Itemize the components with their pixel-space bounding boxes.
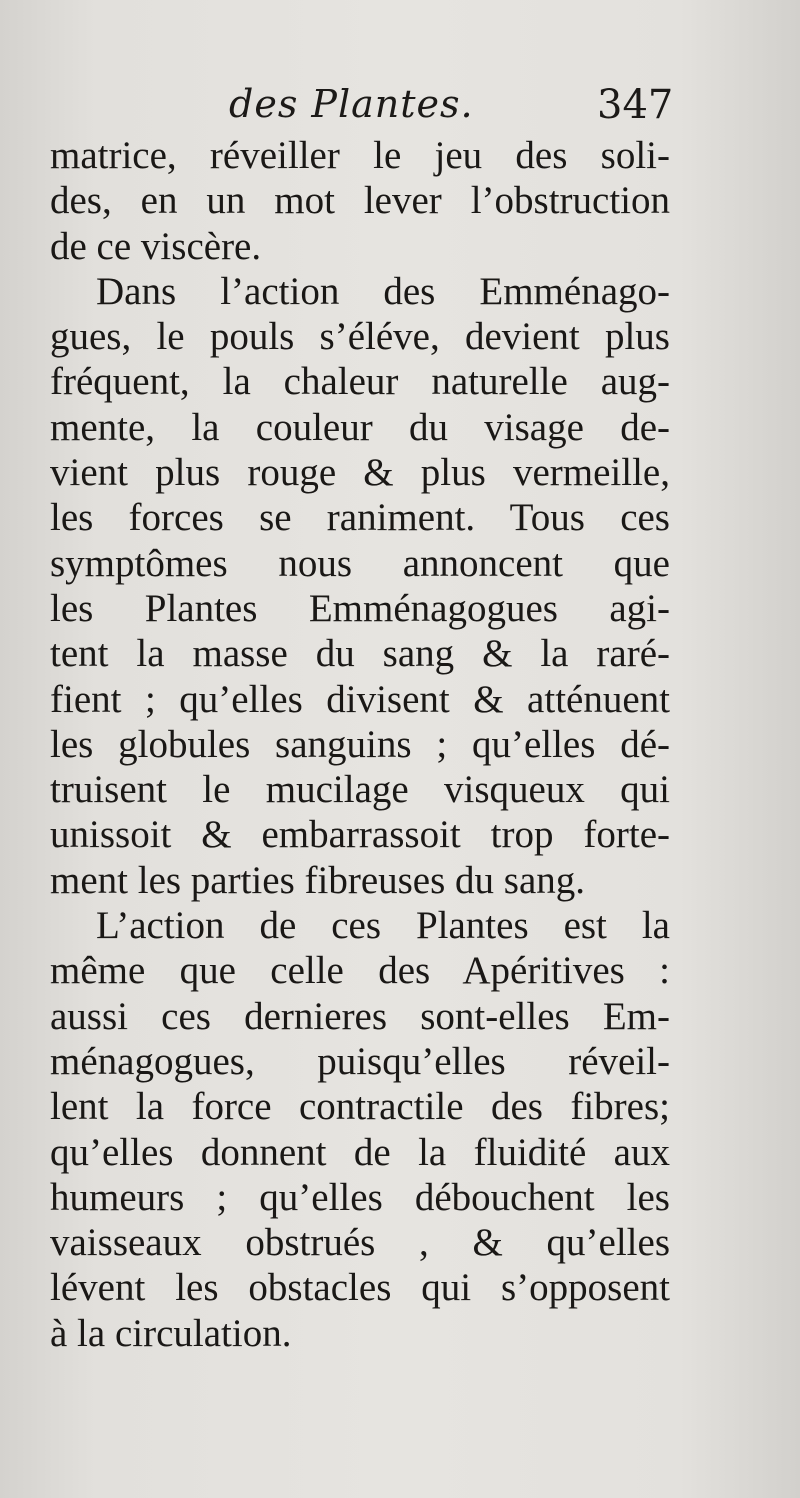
text-line: qu’elles donnent de la fluidité aux <box>50 1130 670 1174</box>
text-line: lent la force contractile des fibres; <box>50 1085 670 1129</box>
text-line: ment les parties fibreuses du sang. <box>50 858 586 902</box>
text-line: les Plantes Emménagogues agi- <box>50 586 670 630</box>
text-line: les forces se raniment. Tous ces <box>50 496 670 540</box>
text-line: de ce viscère. <box>50 224 262 268</box>
text-line: même que celle des Apéritives : <box>50 949 670 993</box>
text-line: mente, la couleur du visage de- <box>50 405 670 449</box>
text-line: fréquent, la chaleur naturelle aug- <box>50 360 670 404</box>
text-line: L’action de ces Plantes est la <box>96 904 670 948</box>
text-line: ménagogues, puisqu’elles réveil- <box>50 1039 670 1083</box>
text-line: matrice, réveiller le jeu des soli- <box>50 134 670 177</box>
text-line: vient plus rouge & plus vermeille, <box>50 451 670 495</box>
text-line: humeurs ; qu’elles débouchent les <box>50 1175 670 1219</box>
text-line: tent la masse du sang & la raré- <box>50 632 670 676</box>
text-line: fient ; qu’elles divisent & atténuent <box>50 677 670 721</box>
text-line: gues, le pouls s’éléve, devient plus <box>50 315 670 359</box>
page-number: 347 <box>597 82 674 128</box>
text-line: des, en un mot lever l’obstruction <box>50 179 670 223</box>
text-line: les globules sanguins ; qu’elles dé- <box>50 722 670 766</box>
text-line: vaisseaux obstrués , & qu’elles <box>50 1221 670 1265</box>
text-line: lévent les obstacles qui s’opposent <box>50 1266 670 1310</box>
running-title: des Plantes. <box>229 82 474 126</box>
text-line: à la circulation. <box>50 1311 292 1355</box>
text-line: truisent le mucilage visqueux qui <box>50 768 670 812</box>
body-text <box>50 133 670 1356</box>
text-line: unissoit & embarrassoit trop forte- <box>50 813 670 857</box>
text-line: Dans l’action des Emménago- <box>96 269 670 313</box>
text-line: symptômes nous annoncent que <box>50 541 670 585</box>
text-line: aussi ces dernieres sont-elles Em- <box>50 994 670 1038</box>
running-head <box>0 82 800 138</box>
